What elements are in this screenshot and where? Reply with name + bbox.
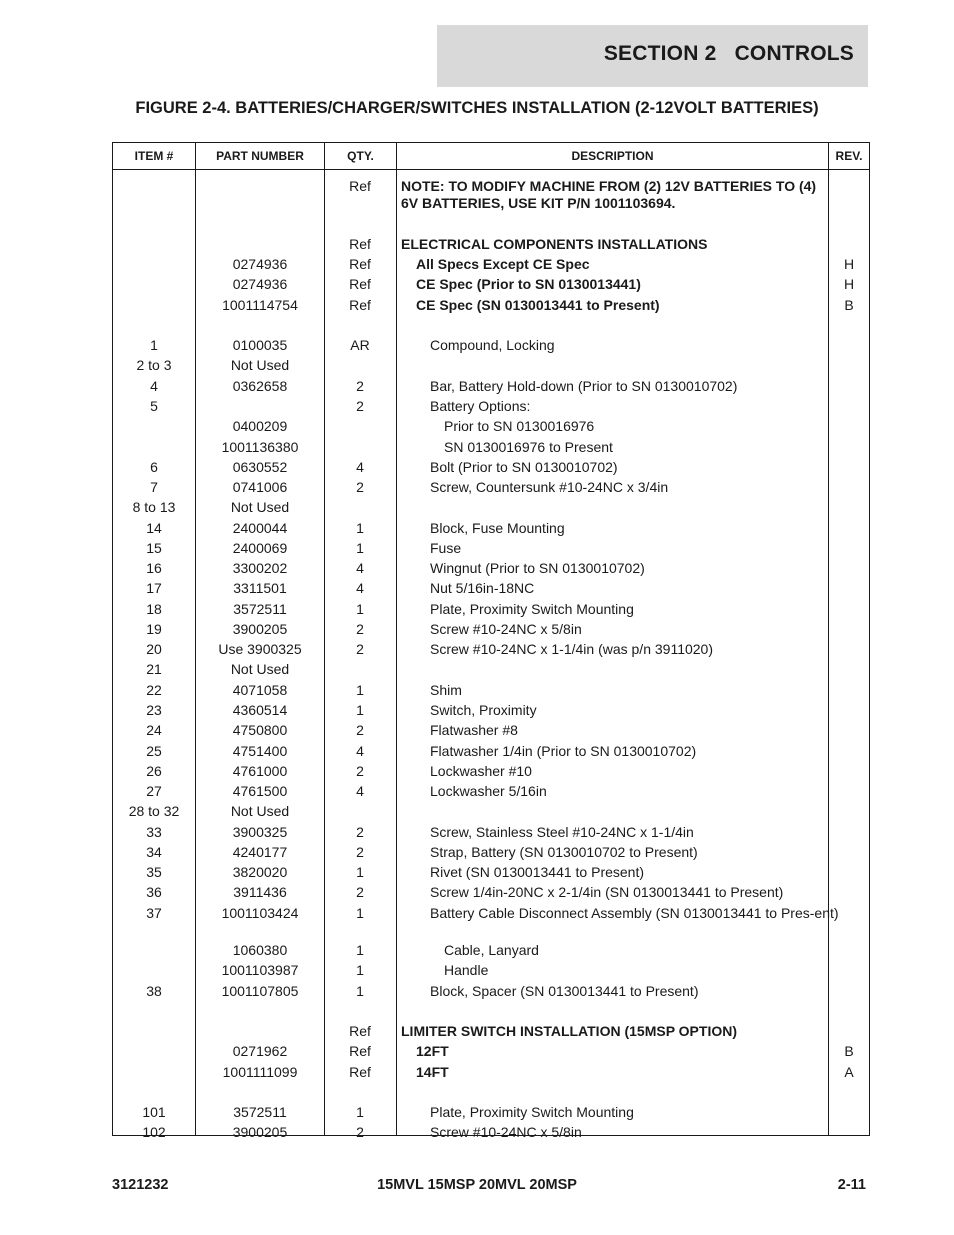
- description-cell: Prior to SN 0130016976: [444, 418, 595, 434]
- description-cell: Switch, Proximity: [430, 702, 537, 718]
- item-cell: 18: [146, 601, 162, 617]
- part-number-cell: 3300202: [232, 560, 288, 576]
- qty-cell: 4: [356, 783, 364, 799]
- description-cell: NOTE: TO MODIFY MACHINE FROM (2) 12V BATTERIES TO (4) 6V BATTERIES, USE KIT P/N 1001103694.: [401, 178, 817, 211]
- part-number-cell: 3911436: [233, 884, 287, 900]
- qty-cell: 2: [356, 641, 364, 657]
- description-cell: Flatwasher 1/4in (Prior to SN 0130010702): [430, 743, 697, 759]
- qty-cell: 1: [356, 682, 364, 698]
- description-cell: LIMITER SWITCH INSTALLATION (15MSP OPTION): [401, 1023, 737, 1039]
- item-cell: 24: [146, 722, 162, 738]
- part-number-cell: 1001136380: [221, 439, 299, 455]
- column-header-item: ITEM #: [134, 149, 174, 163]
- description-cell: Screw 1/4in-20NC x 2-1/4in (SN 0130013441 to Present): [430, 884, 784, 900]
- part-number-cell: 0362658: [232, 378, 288, 394]
- item-cell: 19: [146, 621, 162, 637]
- description-cell: Plate, Proximity Switch Mounting: [430, 601, 634, 617]
- footer-page-number: 2-11: [837, 1177, 866, 1193]
- item-cell: 17: [146, 580, 162, 596]
- qty-cell: 1: [356, 864, 364, 880]
- description-cell: Compound, Locking: [430, 337, 555, 353]
- description-cell: Bolt (Prior to SN 0130010702): [430, 459, 618, 475]
- qty-cell: 2: [356, 884, 364, 900]
- item-cell: 4: [150, 378, 158, 394]
- qty-cell: 2: [356, 621, 364, 637]
- qty-cell: 2: [356, 378, 364, 394]
- description-cell: Wingnut (Prior to SN 0130010702): [430, 560, 645, 576]
- qty-cell: Ref: [349, 1064, 371, 1080]
- qty-cell: 1: [356, 983, 364, 999]
- item-cell: 34: [146, 844, 162, 860]
- part-number-cell: 3820020: [232, 864, 288, 880]
- column-divider: [396, 143, 397, 1135]
- part-number-cell: 2400044: [232, 520, 288, 536]
- description-cell: Battery Options:: [430, 398, 531, 414]
- qty-cell: AR: [350, 337, 370, 353]
- description-cell: Bar, Battery Hold-down (Prior to SN 0130010702): [430, 378, 738, 394]
- item-cell: 36: [146, 884, 162, 900]
- part-number-cell: 4360514: [232, 702, 288, 718]
- part-number-cell: Not Used: [230, 661, 290, 677]
- section-title: SECTION 2 CONTROLS: [603, 42, 854, 65]
- item-cell: 21: [146, 661, 162, 677]
- column-header-rev: REV.: [835, 149, 863, 163]
- part-number-cell: 4751400: [232, 743, 288, 759]
- section-header-box: [437, 25, 868, 87]
- rev-cell: B: [844, 1043, 854, 1059]
- description-cell: Strap, Battery (SN 0130010702 to Present): [430, 844, 698, 860]
- part-number-cell: 4761500: [232, 783, 288, 799]
- qty-cell: 1: [356, 905, 364, 921]
- column-header-description: DESCRIPTION: [571, 149, 654, 163]
- figure-title: FIGURE 2-4. BATTERIES/CHARGER/SWITCHES INSTALLATION (2-12VOLT BATTERIES): [135, 99, 819, 117]
- part-number-cell: 0271962: [232, 1043, 288, 1059]
- rev-cell: A: [844, 1064, 854, 1080]
- qty-cell: Ref: [349, 236, 371, 252]
- description-cell: Screw #10-24NC x 5/8in: [430, 1124, 582, 1140]
- qty-cell: Ref: [349, 1043, 371, 1059]
- item-cell: 37: [146, 905, 162, 921]
- description-cell: SN 0130016976 to Present: [444, 439, 613, 455]
- qty-cell: 1: [356, 942, 364, 958]
- description-cell: CE Spec (Prior to SN 0130013441): [416, 276, 641, 292]
- qty-cell: 2: [356, 398, 364, 414]
- description-cell: Screw, Countersunk #10-24NC x 3/4in: [430, 479, 669, 495]
- part-number-cell: 0400209: [232, 418, 288, 434]
- description-cell: Screw #10-24NC x 5/8in: [430, 621, 582, 637]
- part-number-cell: 3900205: [232, 621, 288, 637]
- description-cell: Block, Fuse Mounting: [430, 520, 565, 536]
- part-number-cell: 3900205: [232, 1124, 288, 1140]
- qty-cell: 2: [356, 1124, 364, 1140]
- qty-cell: Ref: [349, 276, 371, 292]
- part-number-cell: Not Used: [230, 499, 290, 515]
- qty-cell: Ref: [349, 297, 371, 313]
- description-cell: Fuse: [430, 540, 462, 556]
- part-number-cell: 1001103987: [221, 962, 299, 978]
- part-number-cell: 3572511: [233, 601, 287, 617]
- rev-cell: B: [844, 297, 854, 313]
- qty-cell: 2: [356, 763, 364, 779]
- part-number-cell: Not Used: [230, 803, 290, 819]
- part-number-cell: 3572511: [233, 1104, 287, 1120]
- item-cell: 38: [146, 983, 162, 999]
- part-number-cell: 4750800: [232, 722, 288, 738]
- footer-doc-number: 3121232: [112, 1177, 169, 1193]
- item-cell: 15: [146, 540, 162, 556]
- item-cell: 27: [146, 783, 162, 799]
- item-cell: 33: [146, 824, 162, 840]
- description-cell: Flatwasher #8: [430, 722, 518, 738]
- item-cell: 7: [150, 479, 158, 495]
- column-header-qty: QTY.: [347, 149, 374, 163]
- part-number-cell: 0274936: [232, 276, 288, 292]
- description-cell: ELECTRICAL COMPONENTS INSTALLATIONS: [401, 236, 708, 252]
- description-cell: 12FT: [416, 1043, 449, 1059]
- item-cell: 35: [146, 864, 162, 880]
- item-cell: 8 to 13: [132, 499, 176, 515]
- qty-cell: 1: [356, 702, 364, 718]
- column-header-part-number: PART NUMBER: [216, 149, 304, 163]
- part-number-cell: 1060380: [232, 942, 288, 958]
- item-cell: 20: [146, 641, 162, 657]
- item-cell: 1: [150, 337, 158, 353]
- qty-cell: 2: [356, 824, 364, 840]
- qty-cell: 4: [356, 580, 364, 596]
- item-cell: 2 to 3: [136, 357, 172, 373]
- description-cell: Nut 5/16in-18NC: [430, 580, 535, 596]
- part-number-cell: 0100035: [232, 337, 288, 353]
- description-cell: Handle: [444, 962, 489, 978]
- qty-cell: 1: [356, 1104, 364, 1120]
- item-cell: 6: [150, 459, 158, 475]
- description-cell: Rivet (SN 0130013441 to Present): [430, 864, 645, 880]
- header-divider: [113, 169, 869, 170]
- description-cell: Battery Cable Disconnect Assembly (SN 0130013441 to Pres-ent): [430, 905, 839, 921]
- description-cell: Screw, Stainless Steel #10-24NC x 1-1/4in: [430, 824, 694, 840]
- item-cell: 26: [146, 763, 162, 779]
- qty-cell: 2: [356, 844, 364, 860]
- description-cell: 14FT: [416, 1064, 449, 1080]
- description-cell: Cable, Lanyard: [444, 942, 539, 958]
- description-cell: Plate, Proximity Switch Mounting: [430, 1104, 634, 1120]
- description-cell: CE Spec (SN 0130013441 to Present): [416, 297, 660, 313]
- qty-cell: 4: [356, 459, 364, 475]
- part-number-cell: 1001111099: [222, 1064, 298, 1080]
- description-cell: All Specs Except CE Spec: [416, 256, 590, 272]
- qty-cell: 4: [356, 743, 364, 759]
- item-cell: 23: [146, 702, 162, 718]
- part-number-cell: 0741006: [232, 479, 288, 495]
- part-number-cell: Use 3900325: [218, 641, 302, 657]
- item-cell: 14: [146, 520, 162, 536]
- part-number-cell: 4240177: [232, 844, 288, 860]
- qty-cell: 2: [356, 722, 364, 738]
- description-cell: Shim: [430, 682, 462, 698]
- item-cell: 101: [142, 1104, 166, 1120]
- description-cell: Block, Spacer (SN 0130013441 to Present): [430, 983, 699, 999]
- part-number-cell: 1001107805: [221, 983, 299, 999]
- parts-table: [112, 142, 870, 1140]
- qty-cell: 1: [356, 520, 364, 536]
- item-cell: 102: [142, 1124, 166, 1140]
- description-cell: Lockwasher 5/16in: [430, 783, 547, 799]
- description-cell: Screw #10-24NC x 1-1/4in (was p/n 3911020): [430, 641, 714, 657]
- item-cell: 22: [146, 682, 162, 698]
- qty-cell: 1: [356, 962, 364, 978]
- part-number-cell: 0274936: [232, 256, 288, 272]
- item-cell: 25: [146, 743, 162, 759]
- description-cell: Lockwasher #10: [430, 763, 532, 779]
- part-number-cell: 2400069: [232, 540, 288, 556]
- part-number-cell: 3311501: [233, 580, 287, 596]
- part-number-cell: 3900325: [232, 824, 288, 840]
- qty-cell: Ref: [349, 1023, 371, 1039]
- rev-cell: H: [843, 256, 855, 272]
- part-number-cell: 0630552: [232, 459, 288, 475]
- part-number-cell: 4761000: [232, 763, 288, 779]
- part-number-cell: Not Used: [230, 357, 290, 373]
- part-number-cell: 4071058: [232, 682, 288, 698]
- qty-cell: Ref: [349, 256, 371, 272]
- qty-cell: 1: [356, 601, 364, 617]
- item-cell: 28 to 32: [128, 803, 180, 819]
- qty-cell: 2: [356, 479, 364, 495]
- qty-cell: 4: [356, 560, 364, 576]
- qty-cell: 1: [356, 540, 364, 556]
- part-number-cell: 1001103424: [221, 905, 299, 921]
- footer-models: 15MVL 15MSP 20MVL 20MSP: [377, 1177, 577, 1193]
- item-cell: 16: [146, 560, 162, 576]
- item-cell: 5: [150, 398, 158, 414]
- rev-cell: H: [843, 276, 855, 292]
- part-number-cell: 1001114754: [222, 297, 298, 313]
- qty-cell: Ref: [349, 178, 371, 194]
